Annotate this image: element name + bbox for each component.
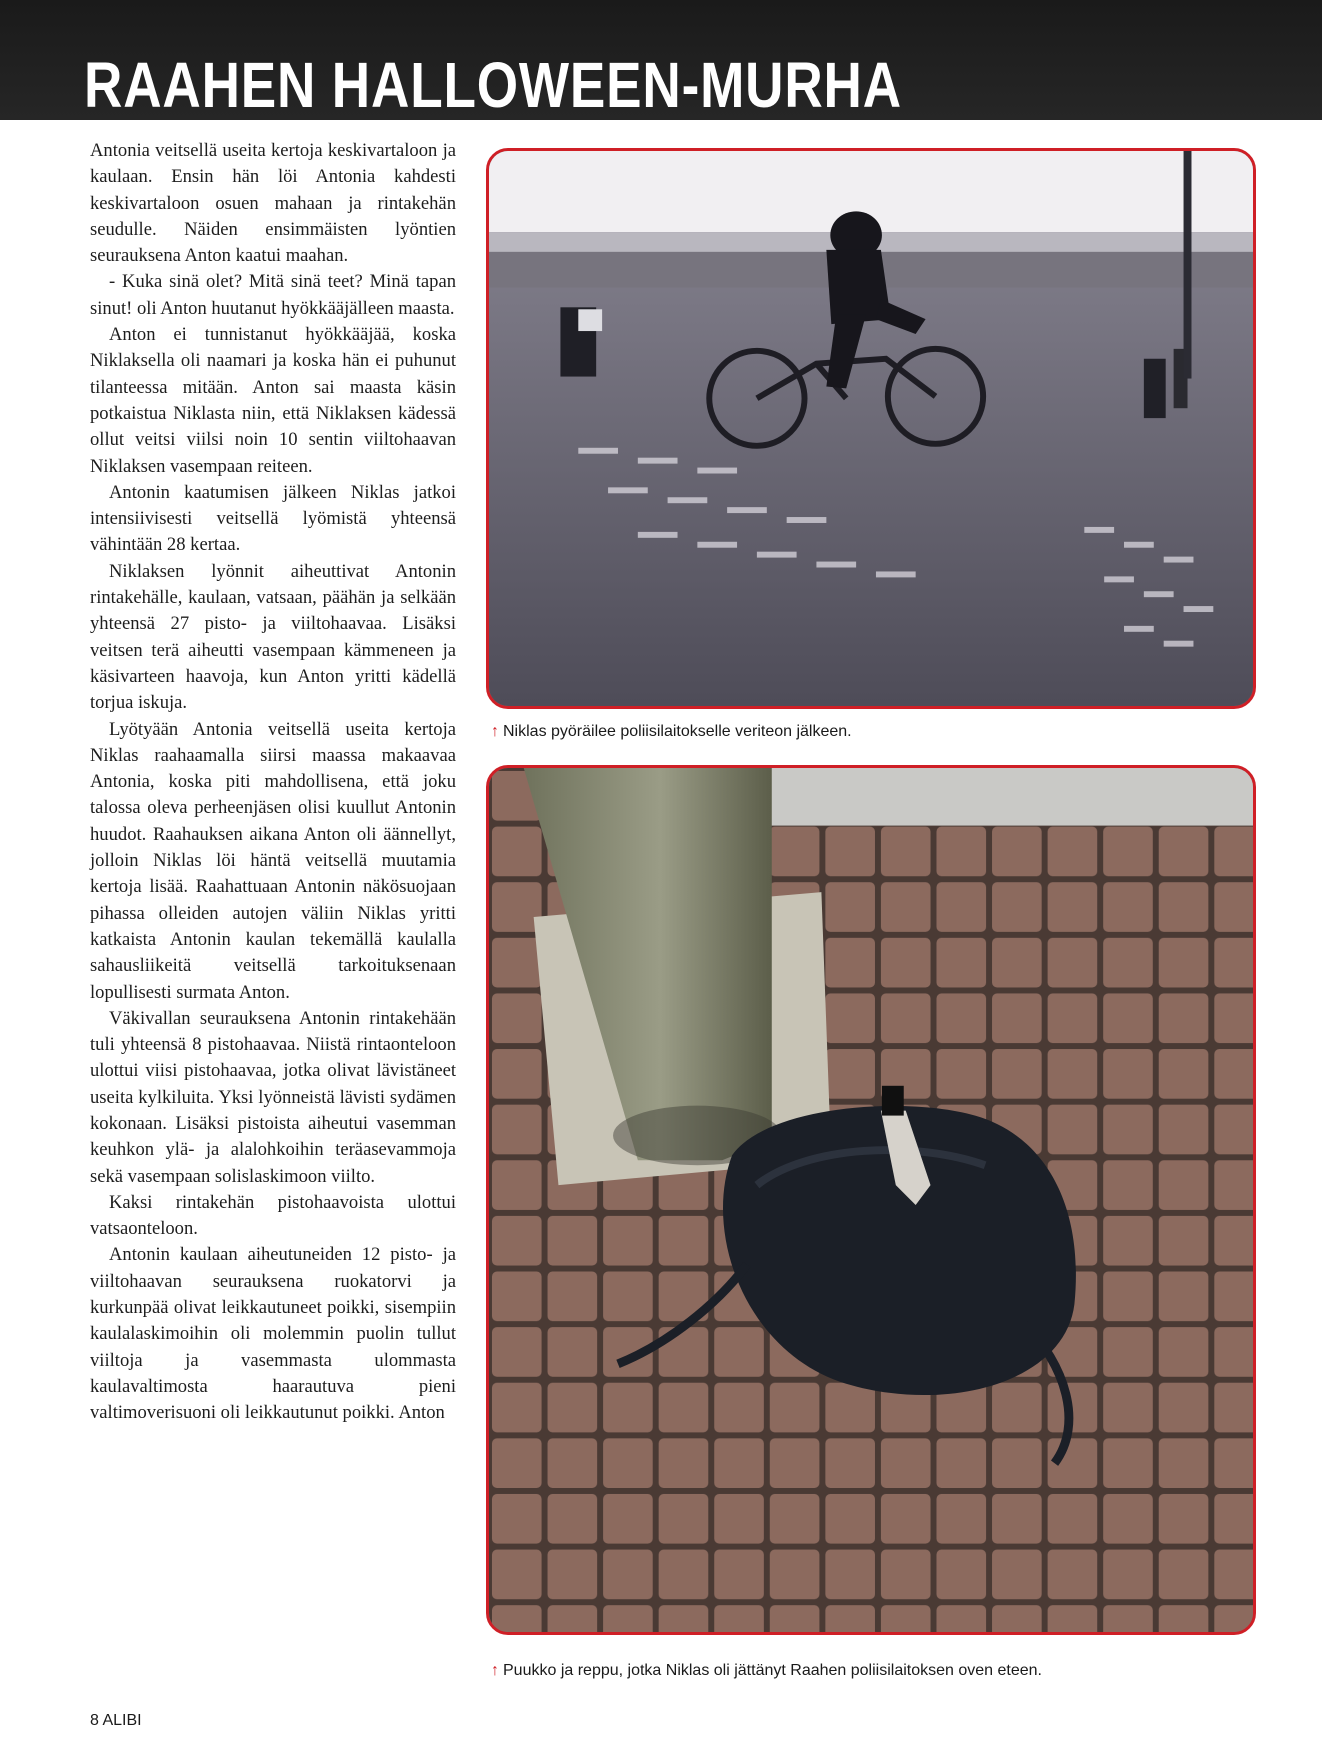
article-paragraph: Antonia veitsellä useita kertoja keskivartaloon ja kaulaan. Ensin hän löi Antonia kahdesti keskivartaloon osuen mahaan ja rintakehän seudulle. Näiden ensimmäisten lyöntien seurauksena Anton kaatui maahan. bbox=[90, 140, 456, 267]
cctv-cyclist-illustration bbox=[489, 151, 1253, 706]
article-paragraph: Lyötyään Antonia veitsellä useita kertoja Niklas raahaamalla siirsi maassa makaavaa Antonia, koska piti mahdollisena, että joku talossa oleva perheenjäsen olisi kuullut Antonin huudot. Raahauksen aikana Anton oli äännellyt, jolloin Niklas löi häntä veitsellä muutamia kertoja lisää. Raahattuaan Antonin näkösuojaan pihassa olleiden autojen väliin Niklas yritti katkaista Antonin kaulan tekemällä kaulalla sahausliikeitä veitsellä tarkoituksenaan lopullisesti surmata Anton. bbox=[90, 718, 456, 1003]
top-caption-text: Niklas pyöräilee poliisilaitokselle veriteon jälkeen. bbox=[503, 723, 852, 740]
knife-backpack-photo bbox=[486, 765, 1256, 1635]
header-bar bbox=[0, 0, 1322, 120]
article-paragraph: Niklaksen lyönnit aiheuttivat Antonin rintakehälle, kaulaan, vatsaan, päähän ja selkään yhteensä 27 pisto- ja viiltohaavaa. Lisäksi veitsen terä aiheutti vasempaan kämmeneen ja käsivarteen haavoja, kun Anton yritti kädellä torjua iskuja. bbox=[90, 560, 456, 714]
page-footer: 8 ALIBI bbox=[90, 1712, 142, 1729]
caption-arrow-icon: ↑ bbox=[491, 1662, 499, 1679]
article-paragraph: Väkivallan seurauksena Antonin rintakehään tuli yhteensä 8 pistohaavaa. Niistä rintaonteloon ulottui viisi pistohaavaa, jotka olivat lävistäneet useita kylkiluita. Yksi lyönneistä lävisti sydämen kokonaan. Lisäksi pistoista aiheutui vasemman keuhkon ylä- ja alalohkoihin teräasevammoja sekä vasempaan solislaskimoon viilto. bbox=[90, 1007, 456, 1187]
article-paragraph: Antonin kaatumisen jälkeen Niklas jatkoi intensiivisesti veitsellä lyömistä yhteensä vähintään 28 kertaa. bbox=[90, 481, 456, 556]
top-photo-caption bbox=[491, 721, 852, 743]
page-title: RAAHEN HALLOWEEN-MURHA bbox=[84, 49, 902, 121]
caption-arrow-icon: ↑ bbox=[491, 723, 499, 740]
article-paragraph: Anton ei tunnistanut hyökkääjää, koska Niklaksella oli naamari ja koska hän ei puhunut tilanteessa mitään. Anton sai maasta käsin potkaistua Niklasta niin, että Niklaksen kädessä ollut veitsi viilsi noin 10 sentin viiltohaavan Niklaksen vasempaan reiteen. bbox=[90, 324, 456, 477]
bottom-caption-text: Puukko ja reppu, jotka Niklas oli jättänyt Raahen poliisilaitoksen oven eteen. bbox=[503, 1662, 1042, 1679]
knife-backpack-illustration bbox=[489, 768, 1253, 1632]
article-paragraph: - Kuka sinä olet? Mitä sinä teet? Minä tapan sinut! oli Anton huutanut hyökkääjälleen maasta. bbox=[90, 271, 456, 319]
article-paragraph: Antonin kaulaan aiheutuneiden 12 pisto- ja viiltohaavan seurauksena ruokatorvi ja kurkunpää olivat leikkautuneet poikki, sisempiin kaulalaskimoihin oli molemmin puolin tullut viiltoja ja vasemmasta ulommasta kaulavaltimosta haarautuva pieni valtimoverisuoni oli leikkautunut poikki. Anton bbox=[90, 1244, 456, 1424]
bottom-photo-caption bbox=[491, 1660, 1042, 1682]
cctv-cyclist-photo bbox=[486, 148, 1256, 709]
article-column bbox=[90, 138, 456, 1427]
article-paragraph: Kaksi rintakehän pistohaavoista ulottui vatsaonteloon. bbox=[90, 1191, 456, 1240]
